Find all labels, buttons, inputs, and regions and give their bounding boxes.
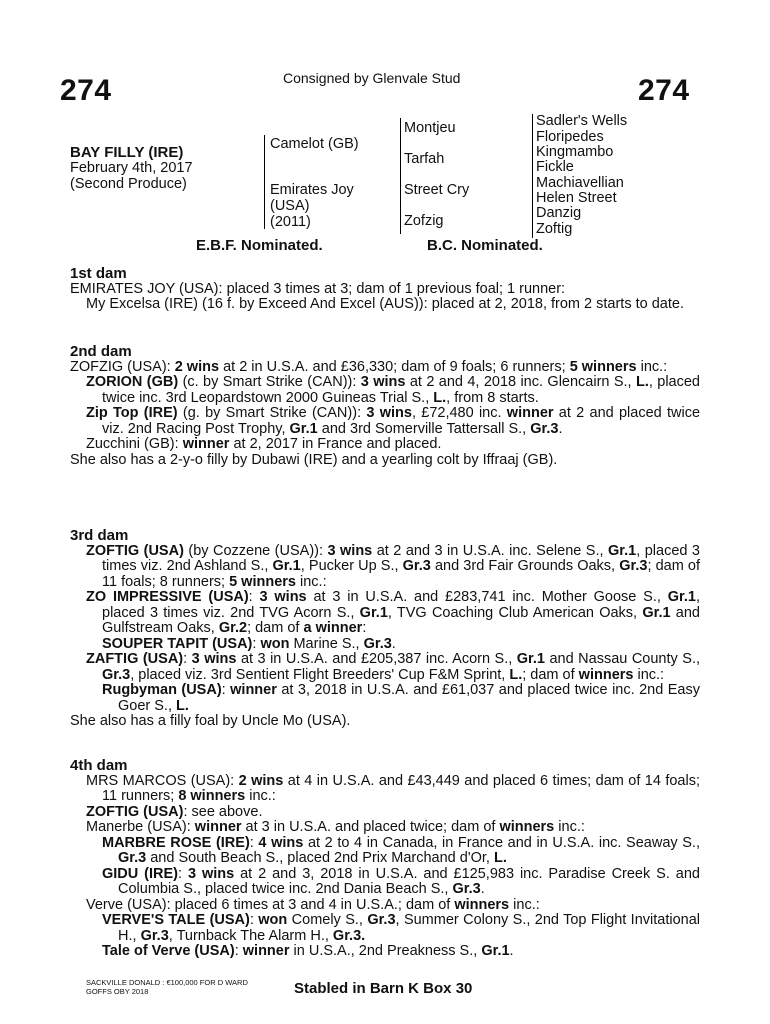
pedigree-sire: Camelot (GB) [270, 136, 359, 152]
fourth-dam-text: MRS MARCOS (USA): 2 wins at 4 in U.S.A. and £43,449 and placed 6 times; dam of 14 foals; 11 runners; 8 winners inc.: [86, 772, 700, 804]
pedigree-bracket-3 [532, 114, 533, 238]
horse-info [70, 144, 193, 192]
produce-entry: VERVE'S TALE (USA): won Comely S., Gr.3, Summer Colony S., 2nd Top Flight Invitational H., Gr.3, Turnback The Alarm H., Gr.3. [102, 912, 701, 944]
consignor: Consigned by Glenvale Stud [283, 70, 461, 86]
pedigree-ssd: Floripedes [536, 129, 604, 145]
fourth-dam-title: 4th dam [70, 757, 128, 774]
pedigree-dss: Machiavellian [536, 175, 624, 191]
third-dam-title: 3rd dam [70, 527, 129, 544]
produce-entry: ZOFTIG (USA): see above. [86, 803, 263, 820]
produce-entry: ZORION (GB) (c. by Smart Strike (CAN)): 3 wins at 2 and 4, 2018 inc. Glencairn S., L., placed twice inc. 3rd Leopardstown 2000 Guineas Trial S., L., from 8 starts. [86, 374, 700, 406]
lot-number-left: 274 [60, 74, 112, 107]
pedigree-ss: Montjeu [404, 120, 456, 136]
pedigree-bracket-1 [264, 135, 265, 229]
third-dam-section [70, 515, 700, 730]
pedigree-dds: Danzig [536, 205, 582, 221]
pedigree-bracket-2 [400, 118, 401, 234]
pedigree-sd: Tarfah [404, 151, 445, 167]
fourth-dam-section [70, 745, 700, 960]
first-dam-section [70, 253, 700, 313]
pedigree-dam-1: Emirates Joy [270, 182, 354, 198]
produce-entry: SOUPER TAPIT (USA): won Marine S., Gr.3. [102, 635, 396, 652]
lot-number-right: 274 [638, 74, 690, 107]
foaling-date: February 4th, 2017 [70, 160, 193, 176]
second-dam-section [70, 331, 700, 468]
produce-entry: Tale of Verve (USA): winner in U.S.A., 2nd Preakness S., Gr.1. [102, 943, 514, 959]
produce-entry: Zucchini (GB): winner at 2, 2017 in France and placed. [86, 436, 442, 452]
produce-entry: Verve (USA): placed 6 times at 3 and 4 in U.S.A.; dam of winners inc.: [86, 896, 540, 913]
second-dam-note: She also has a 2-y-o filly by Dubawi (IRE) and a yearling colt by Iffraaj (GB). [70, 451, 558, 468]
produce-entry: MARBRE ROSE (IRE): 4 wins at 2 to 4 in Canada, in France and in U.S.A. inc. Seaway S., Gr.3 and South Beach S., placed 2nd Prix Marchand d'Or, L. [102, 834, 700, 866]
first-dam-text: EMIRATES JOY (USA): placed 3 times at 3; dam of 1 previous foal; 1 runner: [70, 280, 566, 297]
sale-history-note [86, 978, 248, 996]
second-dam-title: 2nd dam [70, 343, 132, 360]
third-dam-note: She also has a filly foal by Uncle Mo (USA). [70, 713, 351, 729]
produce-entry: ZAFTIG (USA): 3 wins at 3 in U.S.A. and £205,387 inc. Acorn S., Gr.1 and Nassau County S., Gr.3, placed viz. 3rd Sentient Flight Breeders' Cup F&M Sprint, L.; dam of winners inc.: [86, 651, 701, 683]
sale-note-line2: GOFFS OBY 2018 [86, 987, 149, 996]
produce-entry: GIDU (IRE): 3 wins at 2 and 3, 2018 in U.S.A. and £125,983 inc. Paradise Creek S. and Columbia S., placed twice inc. 2nd Dania Beach S., Gr.3. [102, 865, 700, 897]
produce-entry: Zip Top (IRE) (g. by Smart Strike (CAN)): 3 wins, £72,480 inc. winner at 2 and placed twice viz. 2nd Racing Post Trophy, Gr.1 and 3rd Somerville Tattersall S., Gr.3. [86, 405, 701, 437]
first-dam-title: 1st dam [70, 265, 127, 282]
stabled-location: Stabled in Barn K Box 30 [294, 980, 473, 997]
first-dam-produce: My Excelsa (IRE) (16 f. by Exceed And Excel (AUS)): placed at 2, 2018, from 2 starts to date. [86, 296, 684, 312]
ebf-nominated: E.B.F. Nominated. [196, 237, 323, 254]
produce-entry: Rugbyman (USA): winner at 3, 2018 in U.S.A. and £61,037 and placed twice inc. 2nd Easy Goer S., L. [102, 682, 700, 714]
pedigree-dam-2: (USA) [270, 198, 310, 214]
produce-entry: ZO IMPRESSIVE (USA): 3 wins at 3 in U.S.A. and £283,741 inc. Mother Goose S., Gr.1, placed 3 times viz. 2nd TVG Acorn S., Gr.1, TVG Coaching Club American Oaks, Gr.1 and Gulfstream Oaks, Gr.2; dam of a winner: [86, 589, 700, 636]
pedigree-dd: Zofzig [404, 213, 444, 229]
produce-entry: Manerbe (USA): winner at 3 in U.S.A. and placed twice; dam of winners inc.: [86, 819, 585, 835]
pedigree-sds: Kingmambo [536, 144, 614, 160]
bc-nominated: B.C. Nominated. [427, 237, 543, 254]
pedigree-sss: Sadler's Wells [536, 113, 628, 129]
pedigree-ddd: Zoftig [536, 221, 573, 237]
pedigree-dsd: Helen Street [536, 190, 617, 206]
sale-note-line1: SACKVILLE DONALD : €100,000 FOR D WARD [86, 978, 248, 987]
second-dam-text: ZOFZIG (USA): 2 wins at 2 in U.S.A. and £36,330; dam of 9 foals; 6 runners; 5 winners inc.: [70, 358, 668, 375]
third-dam-text: ZOFTIG (USA) (by Cozzene (USA)): 3 wins at 2 and 3 in U.S.A. inc. Selene S., Gr.1, placed 3 times viz. 2nd Ashland S., Gr.1, Pucker Up S., Gr.3 and 3rd Fair Grounds Oaks, Gr.3; dam of 11 foals; 8 runners; 5 winners inc.: [86, 542, 701, 590]
pedigree-sdd: Fickle [536, 159, 574, 175]
horse-description: BAY FILLY (IRE) [70, 144, 184, 161]
pedigree-ds: Street Cry [404, 182, 470, 198]
pedigree-dam-3: (2011) [270, 214, 311, 230]
produce-note: (Second Produce) [70, 175, 187, 192]
